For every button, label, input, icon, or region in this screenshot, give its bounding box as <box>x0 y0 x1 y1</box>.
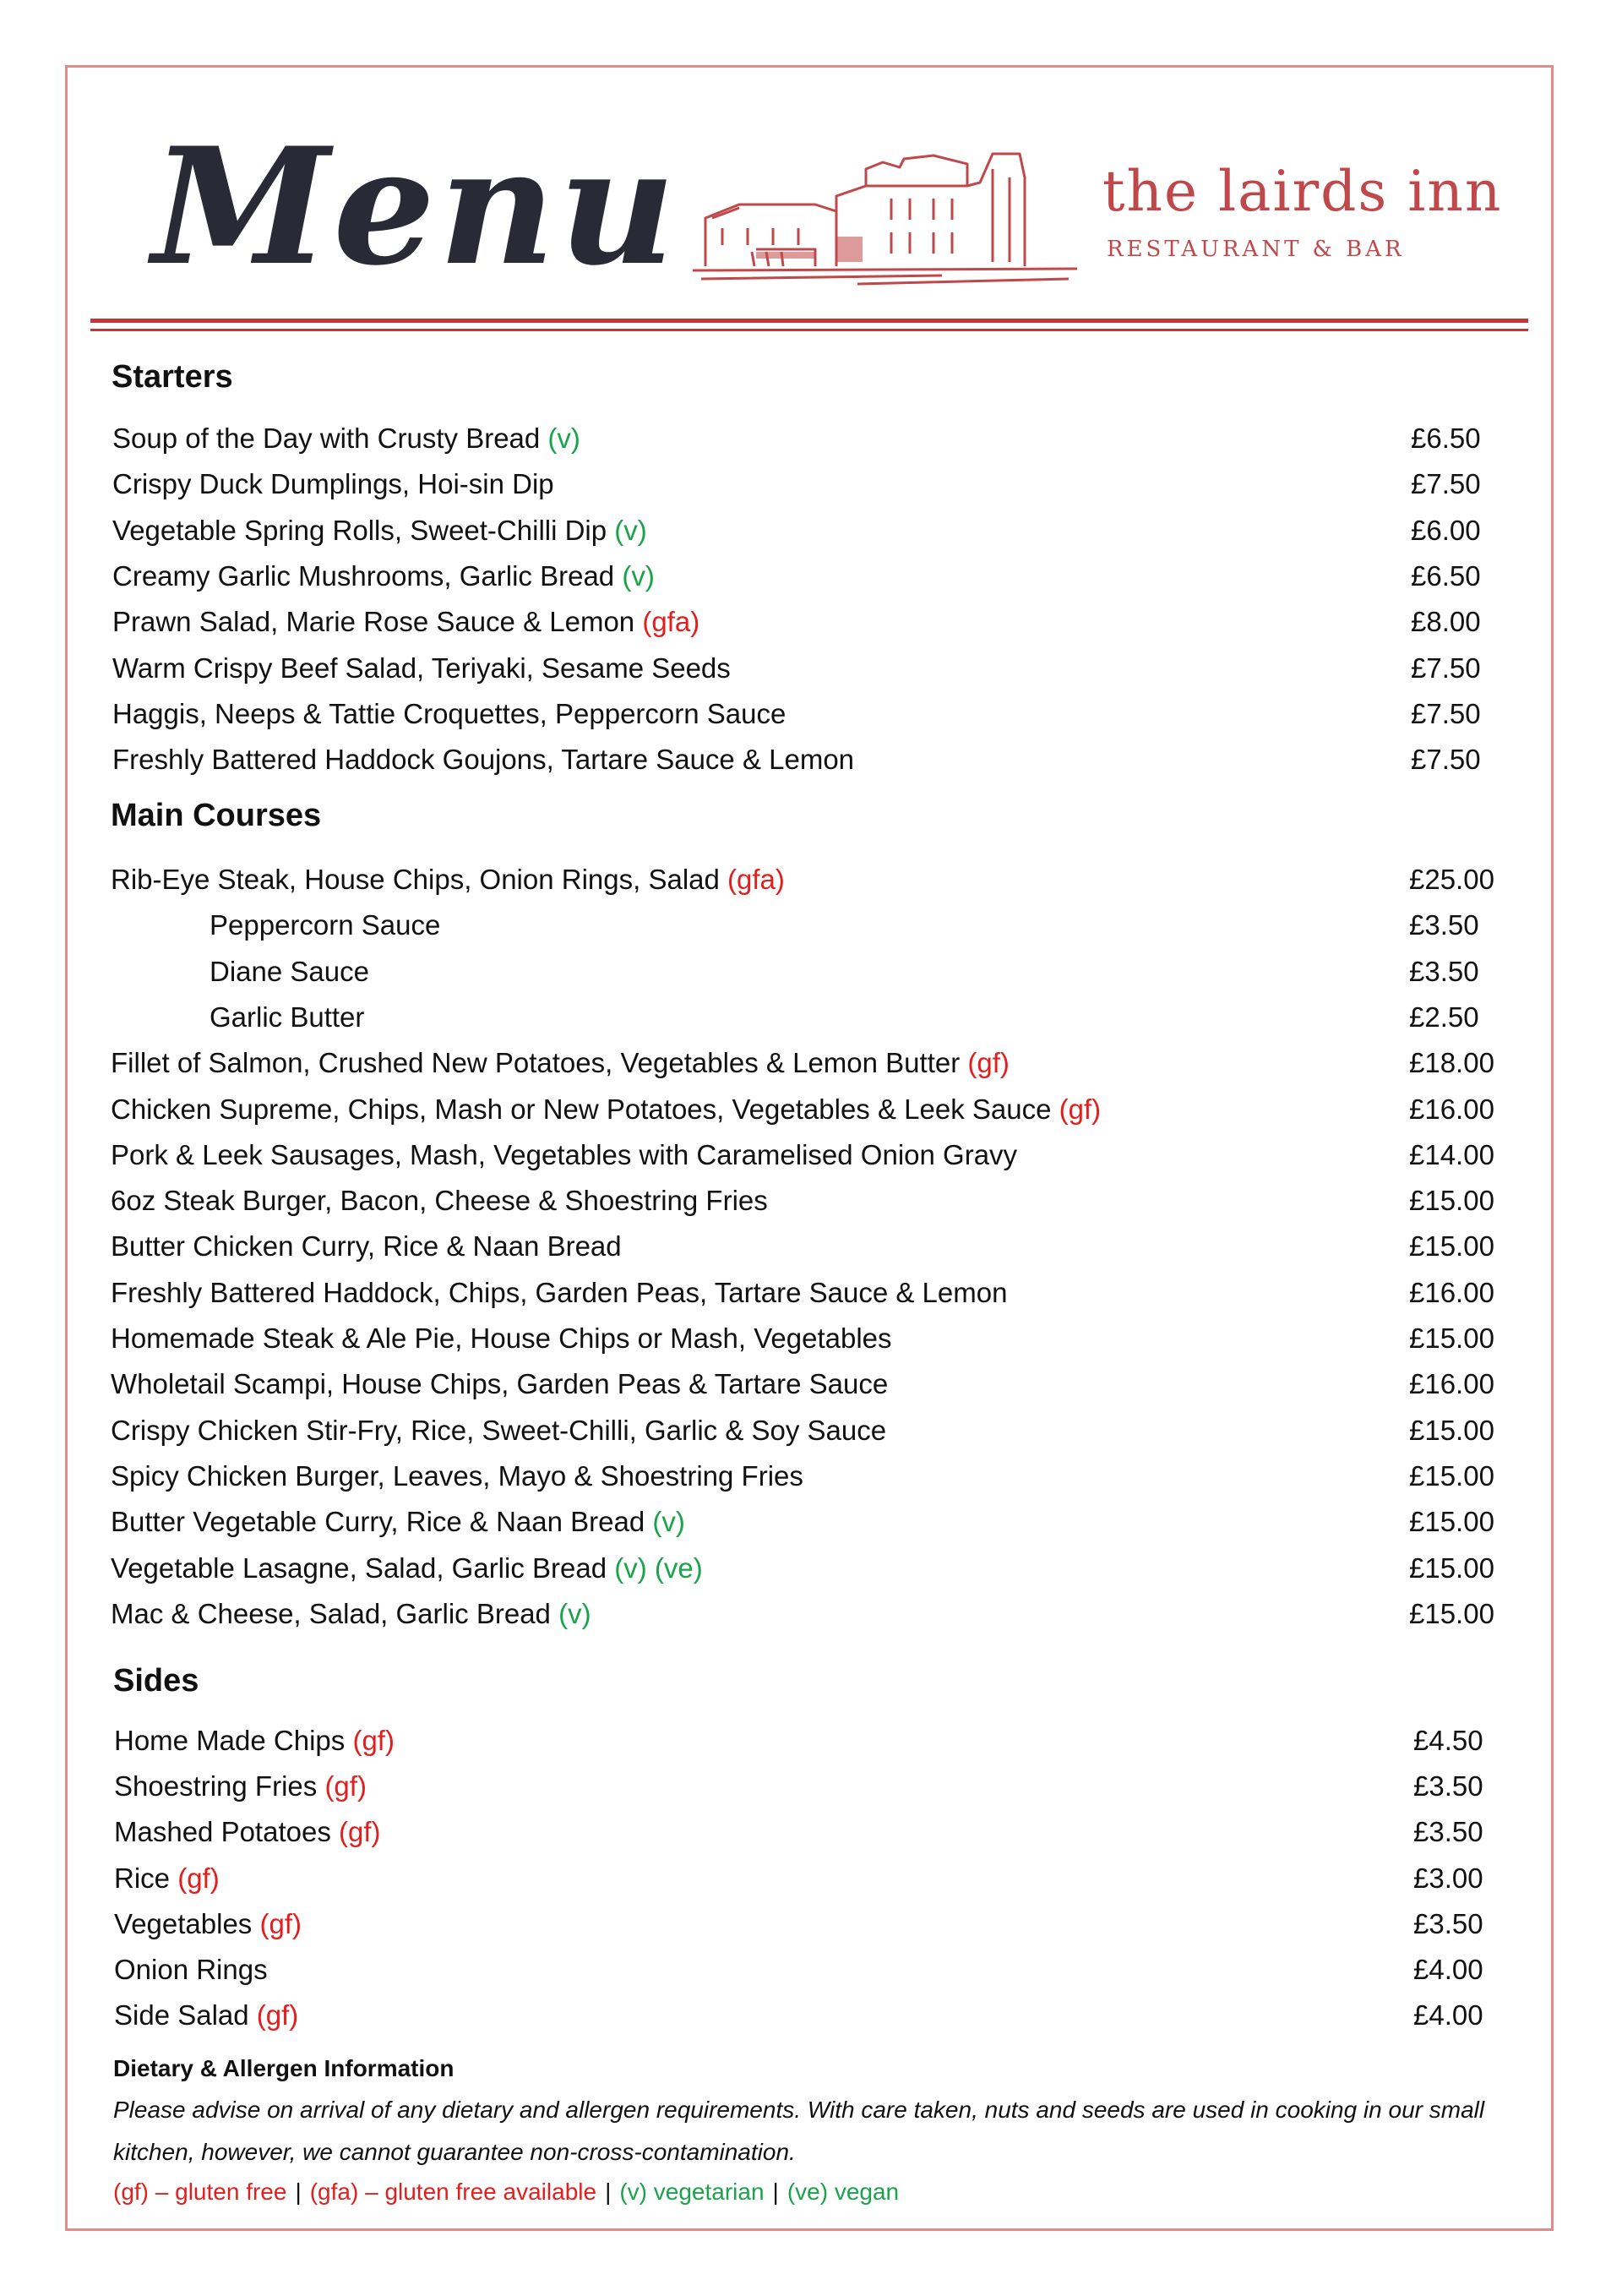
menu-item <box>111 1276 1007 1310</box>
menu-item <box>111 1367 888 1401</box>
menu-item <box>111 1505 685 1539</box>
menu-item <box>112 467 554 501</box>
mains-heading: Main Courses <box>111 798 322 833</box>
menu-item-name: Shoestring Fries <box>114 1770 318 1802</box>
menu-item-name: Onion Rings <box>114 1954 268 1985</box>
menu-item-name: Garlic Butter <box>210 1001 365 1033</box>
menu-item-name: Soup of the Day with Crusty Bread <box>112 423 541 454</box>
menu-item-name: Fillet of Salmon, Crushed New Potatoes, Vegetables & Lemon Butter <box>111 1047 961 1079</box>
menu-item-name: Haggis, Neeps & Tattie Croquettes, Peppercorn Sauce <box>112 697 787 729</box>
menu-item <box>112 605 699 639</box>
menu-item-name: Creamy Garlic Mushrooms, Garlic Bread <box>112 559 615 592</box>
sides-heading: Sides <box>113 1663 199 1699</box>
menu-item-price: £3.50 <box>1413 1907 1483 1939</box>
menu-item <box>114 1770 367 1803</box>
page-title: Menu <box>152 112 679 301</box>
menu-item-name: Vegetable Spring Rolls, Sweet-Chilli Dip <box>112 514 607 546</box>
menu-item-price: £15.00 <box>1409 1506 1494 1538</box>
menu-item-price: £15.00 <box>1409 1597 1494 1629</box>
menu-item-price: £4.00 <box>1413 1954 1483 1985</box>
menu-item <box>112 697 786 731</box>
allergen-text: Please advise on arrival of any dietary and allergen requirements. With care taken, nuts and seeds are used in cooking in our small kitchen, however, we cannot guarantee non-cross-contamination. <box>113 2097 1485 2165</box>
menu-item-name: Pork & Leek Sausages, Mash, Vegetables with Caramelised Onion Gravy <box>111 1138 1018 1170</box>
menu-item-name: Side Salad <box>114 1999 249 2031</box>
legend-separator: | <box>295 2179 302 2205</box>
legend-entry: (ve) vegan <box>787 2179 900 2205</box>
menu-item-price: £6.00 <box>1411 514 1481 546</box>
menu-item <box>111 1414 886 1448</box>
menu-item-price: £15.00 <box>1409 1323 1494 1354</box>
dietary-tag: (v) <box>622 559 655 592</box>
menu-item-price: £7.50 <box>1411 744 1481 776</box>
menu-item-price: £15.00 <box>1409 1552 1494 1584</box>
menu-item-name: Spicy Chicken Burger, Leaves, Mayo & Shoestring Fries <box>111 1459 803 1492</box>
menu-item <box>111 863 785 897</box>
dietary-tag: (v) <box>558 1597 591 1629</box>
menu-item <box>111 1597 591 1631</box>
menu-item <box>114 1862 220 1895</box>
menu-item <box>114 1724 395 1758</box>
allergen-legend <box>113 2179 899 2206</box>
menu-item-name: Crispy Duck Dumplings, Hoi-sin Dip <box>112 468 554 500</box>
menu-item-price: £2.50 <box>1409 1001 1479 1033</box>
menu-item-price: £16.00 <box>1409 1276 1494 1308</box>
menu-item <box>112 422 580 455</box>
legend-separator: | <box>772 2179 779 2205</box>
menu-item-price: £16.00 <box>1409 1368 1494 1400</box>
menu-item-price: £7.50 <box>1411 652 1481 684</box>
menu-item-price: £8.00 <box>1411 606 1481 638</box>
menu-item-price: £15.00 <box>1409 1185 1494 1217</box>
menu-item-price: £4.50 <box>1413 1725 1483 1756</box>
menu-item-price: £6.50 <box>1411 559 1481 592</box>
menu-item-name: Vegetable Lasagne, Salad, Garlic Bread <box>111 1552 607 1584</box>
menu-item-name: Rib-Eye Steak, House Chips, Onion Rings, Salad <box>111 864 720 895</box>
menu-item <box>111 1093 1101 1126</box>
menu-item-name: Vegetables <box>114 1907 253 1939</box>
menu-item-price: £15.00 <box>1409 1414 1494 1446</box>
menu-item-name: Diane Sauce <box>210 955 369 987</box>
menu-item <box>114 1953 268 1987</box>
menu-item-price: £4.00 <box>1413 1999 1483 2031</box>
menu-item <box>111 1230 622 1263</box>
legend-entry: (gf) – gluten free <box>113 2179 287 2205</box>
dietary-tag: (v) <box>614 514 647 546</box>
menu-item <box>111 1138 1017 1172</box>
menu-item <box>111 1046 1010 1080</box>
menu-item-price: £3.50 <box>1409 909 1479 941</box>
menu-item <box>114 1999 298 2032</box>
menu-item-price: £14.00 <box>1409 1138 1494 1170</box>
legend-entry: (gfa) – gluten free available <box>309 2179 597 2205</box>
menu-item <box>210 908 440 942</box>
header-divider <box>90 319 1528 323</box>
menu-item-name: Rice <box>114 1862 171 1894</box>
dietary-tag: (gfa) <box>727 864 785 895</box>
menu-item-name: Butter Vegetable Curry, Rice & Naan Bread <box>111 1506 645 1538</box>
menu-item-name: Mac & Cheese, Salad, Garlic Bread <box>111 1597 551 1629</box>
menu-item-name: Homemade Steak & Ale Pie, House Chips or Mash, Vegetables <box>111 1323 892 1354</box>
menu-item <box>114 1907 302 1941</box>
menu-item-price: £7.50 <box>1411 468 1481 500</box>
menu-item <box>112 652 731 685</box>
legend-entry: (v) vegetarian <box>619 2179 765 2205</box>
menu-item-price: £6.50 <box>1411 423 1481 454</box>
dietary-tag: (v) (ve) <box>614 1552 703 1584</box>
menu-item-name: Peppercorn Sauce <box>210 909 441 941</box>
header-divider-thin <box>90 329 1528 331</box>
menu-item <box>112 559 655 593</box>
menu-item-price: £18.00 <box>1409 1047 1494 1079</box>
logo-name: the lairds inn <box>1102 159 1503 224</box>
logo-subtitle: RESTAURANT & BAR <box>1107 237 1405 262</box>
dietary-tag: (gf) <box>324 1770 367 1802</box>
inn-building-illustration <box>689 152 1086 296</box>
dietary-tag: (gf) <box>339 1816 381 1848</box>
menu-item-price: £3.50 <box>1409 955 1479 987</box>
menu-item <box>111 1459 803 1493</box>
menu-item-price: £15.00 <box>1409 1230 1494 1263</box>
menu-item-name: Freshly Battered Haddock Goujons, Tartare Sauce & Lemon <box>112 744 855 776</box>
menu-item <box>114 1815 381 1849</box>
starters-heading: Starters <box>112 359 233 395</box>
menu-item-price: £25.00 <box>1409 864 1494 895</box>
menu-item-price: £3.00 <box>1413 1862 1483 1894</box>
menu-item <box>111 1552 703 1585</box>
legend-separator: | <box>605 2179 612 2205</box>
menu-item <box>112 743 854 777</box>
dietary-tag: (gfa) <box>642 606 700 638</box>
menu-item <box>210 955 369 989</box>
menu-item <box>112 514 647 548</box>
menu-item-price: £3.50 <box>1413 1816 1483 1848</box>
dietary-tag: (gf) <box>352 1725 395 1756</box>
menu-item-name: Chicken Supreme, Chips, Mash or New Potatoes, Vegetables & Leek Sauce <box>111 1093 1052 1125</box>
menu-item-name: Wholetail Scampi, House Chips, Garden Peas & Tartare Sauce <box>111 1368 889 1400</box>
menu-item-name: Home Made Chips <box>114 1725 346 1756</box>
dietary-tag: (gf) <box>177 1862 220 1894</box>
menu-item-name: 6oz Steak Burger, Bacon, Cheese & Shoestring Fries <box>111 1185 768 1217</box>
dietary-tag: (v) <box>652 1506 685 1538</box>
menu-item-name: Crispy Chicken Stir-Fry, Rice, Sweet-Chilli, Garlic & Soy Sauce <box>111 1414 887 1446</box>
menu-item <box>111 1184 768 1218</box>
dietary-tag: (gf) <box>259 1907 302 1939</box>
restaurant-logo <box>689 152 1503 296</box>
allergen-heading: Dietary & Allergen Information <box>113 2055 454 2081</box>
dietary-tag: (v) <box>547 423 580 454</box>
dietary-tag: (gf) <box>1059 1093 1102 1125</box>
menu-item-name: Mashed Potatoes <box>114 1816 331 1848</box>
menu-item-price: £3.50 <box>1413 1770 1483 1802</box>
dietary-tag: (gf) <box>256 1999 299 2031</box>
menu-item-price: £16.00 <box>1409 1093 1494 1125</box>
menu-item-name: Warm Crispy Beef Salad, Teriyaki, Sesame Seeds <box>112 652 731 684</box>
menu-item <box>111 1322 892 1355</box>
menu-item-price: £7.50 <box>1411 697 1481 729</box>
menu-item-price: £15.00 <box>1409 1459 1494 1492</box>
menu-item <box>210 1001 364 1034</box>
menu-item-name: Prawn Salad, Marie Rose Sauce & Lemon <box>112 606 635 638</box>
dietary-tag: (gf) <box>967 1047 1010 1079</box>
menu-item-name: Butter Chicken Curry, Rice & Naan Bread <box>111 1230 622 1263</box>
menu-item-name: Freshly Battered Haddock, Chips, Garden Peas, Tartare Sauce & Lemon <box>111 1276 1008 1308</box>
